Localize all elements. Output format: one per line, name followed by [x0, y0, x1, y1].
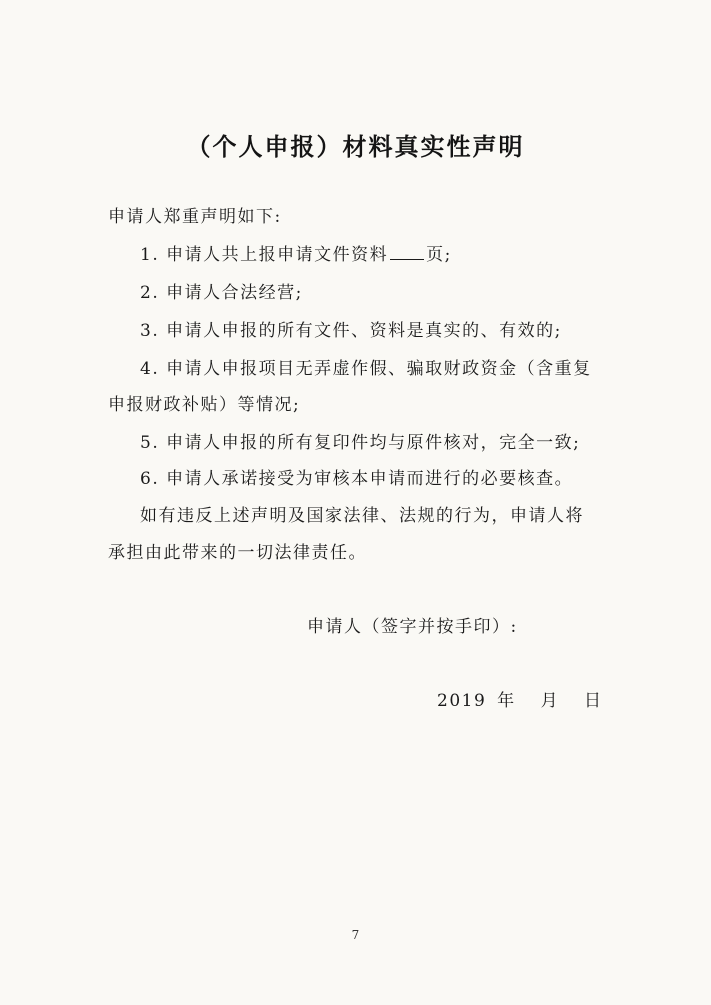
item-1-text: 1. 申请人共上报申请文件资料 [140, 245, 389, 265]
page-count-blank [390, 244, 424, 260]
date-year-unit: 年 [497, 691, 516, 711]
item-1 [140, 244, 452, 266]
item-4-line2: 申报财政补贴）等情况; [108, 395, 301, 415]
date-year: 2019 [437, 691, 487, 711]
item-5: 5. 申请人申报的所有复印件均与原件核对，完全一致; [140, 433, 581, 453]
document-title: （个人申报）材料真实性声明 [186, 133, 525, 161]
item-3: 3. 申请人申报的所有文件、资料是真实的、有效的; [140, 321, 562, 341]
page-number: 7 [351, 928, 360, 942]
intro-line: 申请人郑重声明如下: [108, 207, 282, 227]
closing-line-1: 如有违反上述声明及国家法律、法规的行为，申请人将 [140, 506, 584, 526]
signature-label: 申请人（签字并按手印）: [307, 617, 518, 637]
item-2: 2. 申请人合法经营; [140, 283, 303, 303]
item-4-line1: 4. 申请人申报项目无弄虚作假、骗取财政资金（含重复 [140, 359, 592, 379]
item-6: 6. 申请人承诺接受为审核本申请而进行的必要核查。 [140, 469, 574, 489]
closing-line-2: 承担由此带来的一切法律责任。 [108, 543, 367, 563]
date-line [437, 690, 602, 712]
item-1-suffix: 页; [426, 245, 452, 265]
date-month-unit: 月 [540, 691, 560, 711]
date-day-unit: 日 [583, 691, 603, 711]
